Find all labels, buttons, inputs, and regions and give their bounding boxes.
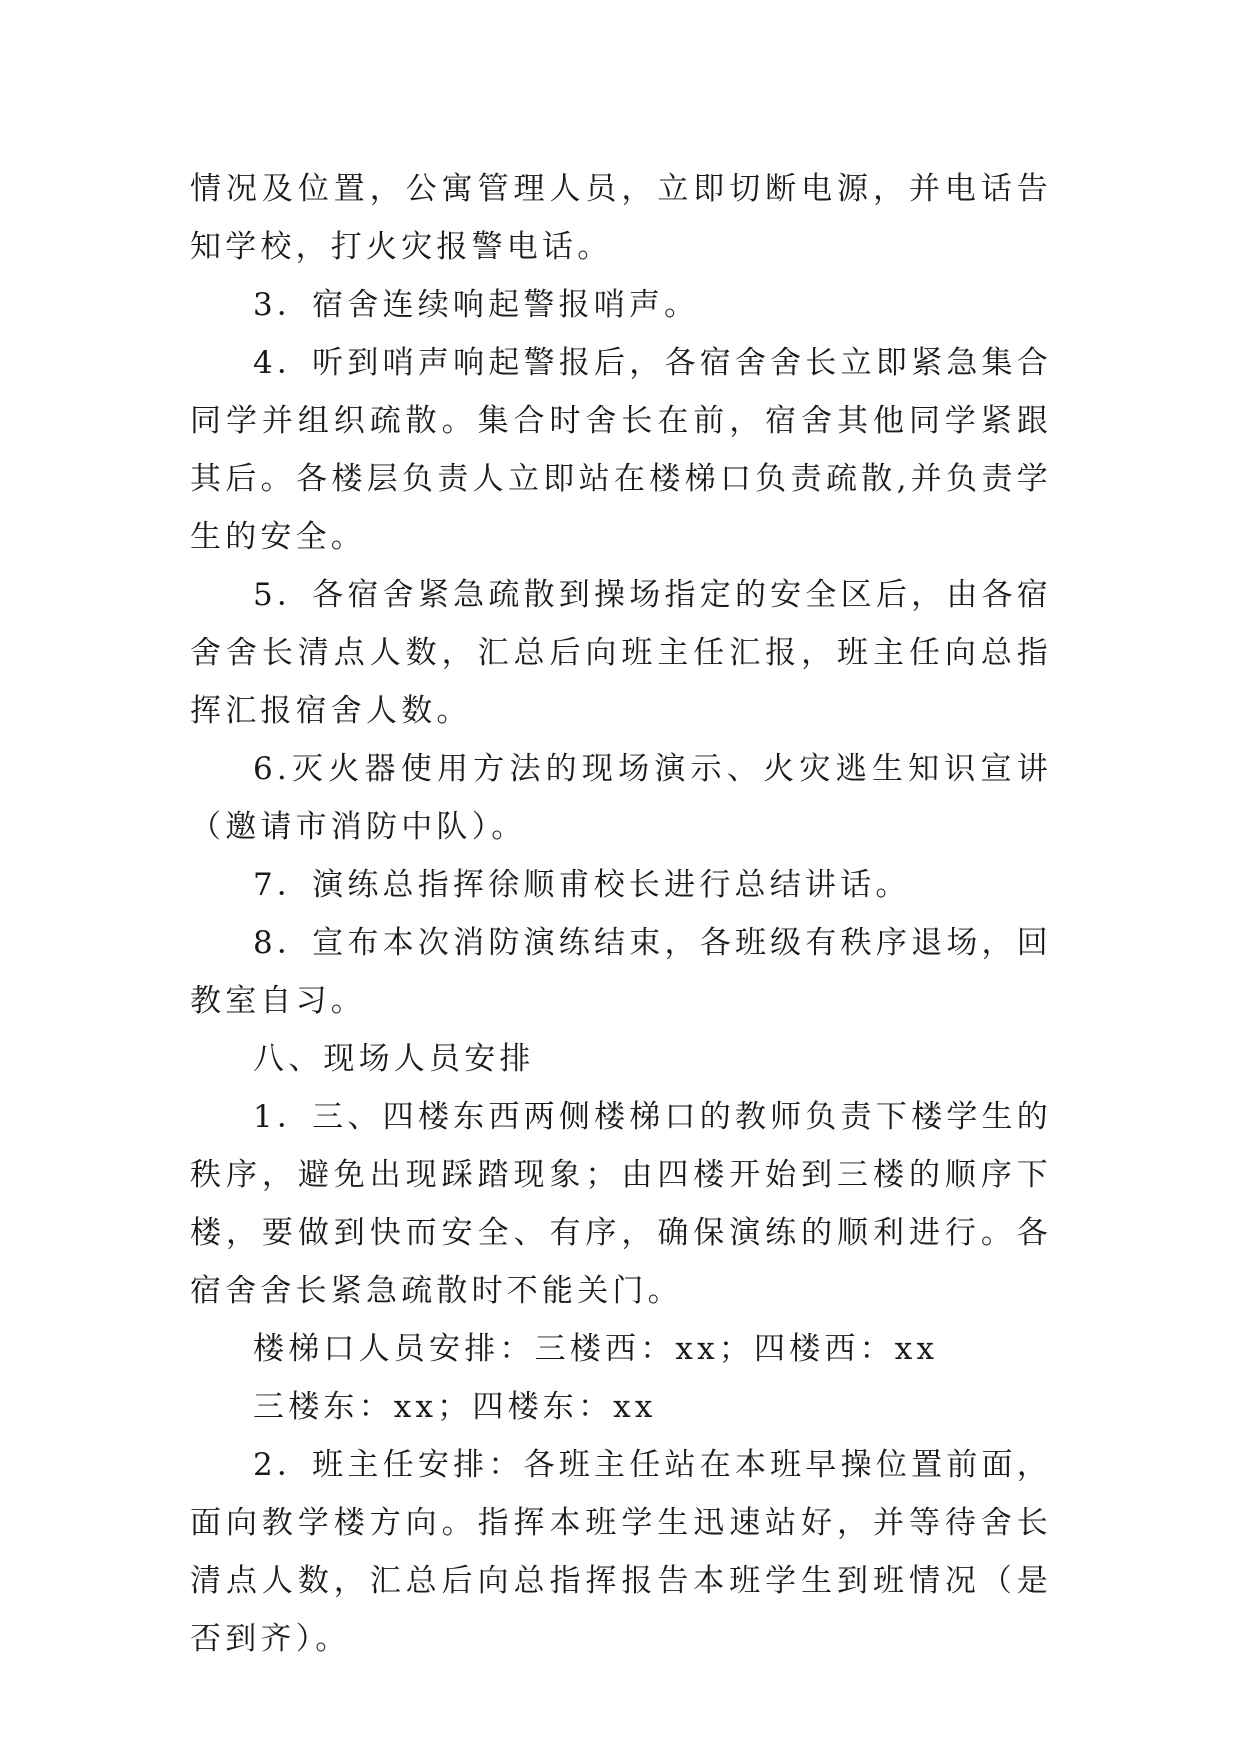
paragraph-step-6: 6.灭火器使用方法的现场演示、火灾逃生知识宣讲（邀请市消防中队）。 bbox=[190, 751, 1052, 845]
paragraph-step-7: 7．演练总指挥徐顺甫校长进行总结讲话。 bbox=[253, 867, 911, 903]
paragraph-step-4: 4．听到哨声响起警报后，各宿舍舍长立即紧急集合同学并组织疏散。集合时舍长在前，宿舍其他同学紧跟其后。各楼层负责人立即站在楼梯口负责疏散,并负责学生的安全。 bbox=[190, 345, 1052, 555]
paragraph-arrangement-2: 2．班主任安排：各班主任站在本班早操位置前面，面向教学楼方向。指挥本班学生迅速站好，并等待舍长清点人数，汇总后向总指挥报告本班学生到班情况（是否到齐）。 bbox=[190, 1447, 1052, 1657]
paragraph-stair-staff-east: 三楼东：xx；四楼东：xx bbox=[253, 1389, 657, 1425]
paragraph-step-8: 8．宣布本次消防演练结束，各班级有秩序退场，回教室自习。 bbox=[190, 925, 1052, 1019]
document-body bbox=[190, 160, 1052, 1668]
paragraph-continuation: 情况及位置，公寓管理人员，立即切断电源，并电话告知学校，打火灾报警电话。 bbox=[190, 171, 1052, 265]
section-heading-staff-arrangement: 八、现场人员安排 bbox=[253, 1041, 535, 1077]
paragraph-step-3: 3．宿舍连续响起警报哨声。 bbox=[253, 287, 700, 323]
paragraph-arrangement-1: 1．三、四楼东西两侧楼梯口的教师负责下楼学生的秩序，避免出现踩踏现象；由四楼开始到三楼的顺序下楼，要做到快而安全、有序，确保演练的顺利进行。各宿舍舍长紧急疏散时不能关门。 bbox=[190, 1099, 1052, 1309]
paragraph-step-5: 5．各宿舍紧急疏散到操场指定的安全区后，由各宿舍舍长清点人数，汇总后向班主任汇报，班主任向总指挥汇报宿舍人数。 bbox=[190, 577, 1052, 729]
paragraph-stair-staff-west: 楼梯口人员安排：三楼西：xx；四楼西：xx bbox=[253, 1331, 939, 1367]
